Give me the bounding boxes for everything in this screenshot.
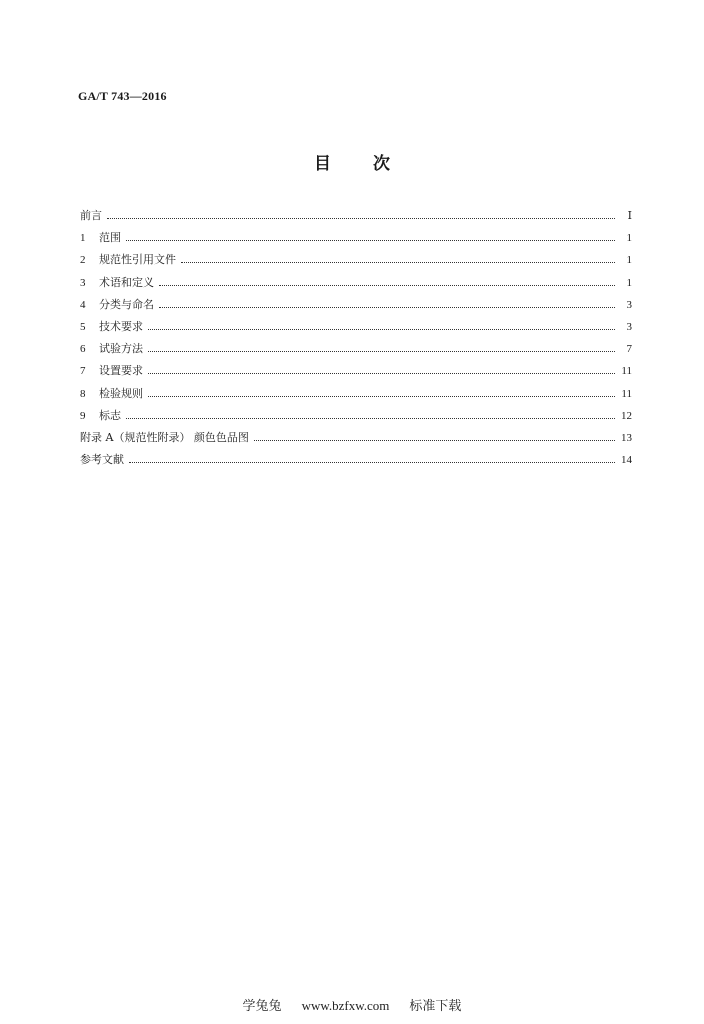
- title-char-2: 次: [373, 154, 390, 174]
- toc-entry-page: 1: [626, 276, 632, 289]
- toc-entry-label: 标志: [99, 408, 121, 422]
- toc-entry-number: 7: [80, 365, 86, 378]
- toc-entry-test-methods[interactable]: [80, 338, 632, 360]
- toc-entry-marking[interactable]: [80, 405, 632, 427]
- toc-leader-dots: [129, 461, 615, 463]
- toc-entry-number: 5: [80, 320, 86, 333]
- toc-entry-label: 技术要求: [99, 319, 143, 333]
- toc-entry-foreword[interactable]: [80, 205, 632, 227]
- toc-entry-number: 2: [80, 254, 86, 267]
- toc-entry-label: 设置要求: [99, 364, 143, 378]
- toc-entry-page: 14: [621, 454, 632, 467]
- toc-entry-number: 4: [80, 298, 86, 311]
- toc-leader-dots: [148, 395, 615, 397]
- toc-entry-scope[interactable]: [80, 227, 632, 249]
- footer-site-name: 学兔兔: [242, 999, 282, 1014]
- footer-tagline: 标准下载: [409, 999, 462, 1014]
- toc-entry-page: 11: [621, 365, 632, 378]
- toc-entry-label: 试验方法: [99, 342, 143, 356]
- watermark-footer: [0, 995, 704, 1014]
- toc-entry-label: 规范性引用文件: [99, 253, 176, 267]
- toc-entry-page: 1: [626, 254, 632, 267]
- toc-leader-dots: [254, 439, 615, 441]
- toc-entry-number: 9: [80, 409, 86, 422]
- standard-code: GA/T 743—2016: [78, 89, 167, 103]
- toc-entry-label: 附录 A（规范性附录） 颜色色品图: [80, 430, 249, 444]
- toc-entry-page: 7: [626, 343, 632, 356]
- toc-leader-dots: [181, 261, 615, 263]
- toc-entry-number: 3: [80, 276, 86, 289]
- toc-leader-dots: [159, 306, 615, 308]
- toc-entry-page: 13: [621, 431, 632, 444]
- toc-entry-page: 3: [626, 320, 632, 333]
- toc-entry-bibliography[interactable]: [80, 449, 632, 471]
- toc-leader-dots: [126, 417, 615, 419]
- toc-entry-installation-requirements[interactable]: [80, 360, 632, 382]
- toc-entry-page: 1: [626, 232, 632, 245]
- toc-leader-dots: [126, 239, 615, 241]
- toc-entry-number: 8: [80, 387, 86, 400]
- toc-entry-label: 分类与命名: [99, 297, 154, 311]
- toc-entry-terms-definitions[interactable]: [80, 272, 632, 294]
- toc-entry-label: 术语和定义: [99, 275, 154, 289]
- toc-leader-dots: [148, 328, 615, 330]
- toc-entry-label: 参考文献: [80, 453, 124, 467]
- title-char-1: 目: [314, 154, 331, 174]
- toc-leader-dots: [107, 217, 615, 219]
- toc-entry-label: 范围: [99, 231, 121, 245]
- toc-entry-page: 11: [621, 387, 632, 400]
- toc-entry-annex-a[interactable]: [80, 427, 632, 449]
- toc-entry-classification[interactable]: [80, 294, 632, 316]
- footer-url: www.bzfxw.com: [301, 998, 390, 1013]
- toc-leader-dots: [148, 372, 615, 374]
- toc-entry-inspection-rules[interactable]: [80, 383, 632, 405]
- toc-entry-number: 1: [80, 232, 86, 245]
- toc-leader-dots: [148, 350, 615, 352]
- toc-entry-page: Ⅰ: [627, 210, 632, 222]
- toc-entry-technical-requirements[interactable]: [80, 316, 632, 338]
- toc-entry-normative-references[interactable]: [80, 249, 632, 271]
- toc-entry-number: 6: [80, 343, 86, 356]
- toc-entry-label: 前言: [80, 209, 102, 222]
- toc-leader-dots: [159, 284, 615, 286]
- toc-entry-page: 3: [626, 298, 632, 311]
- toc-entry-label: 检验规则: [99, 386, 143, 400]
- page-title: [0, 149, 704, 174]
- toc-entry-page: 12: [621, 409, 632, 422]
- table-of-contents: [80, 205, 632, 471]
